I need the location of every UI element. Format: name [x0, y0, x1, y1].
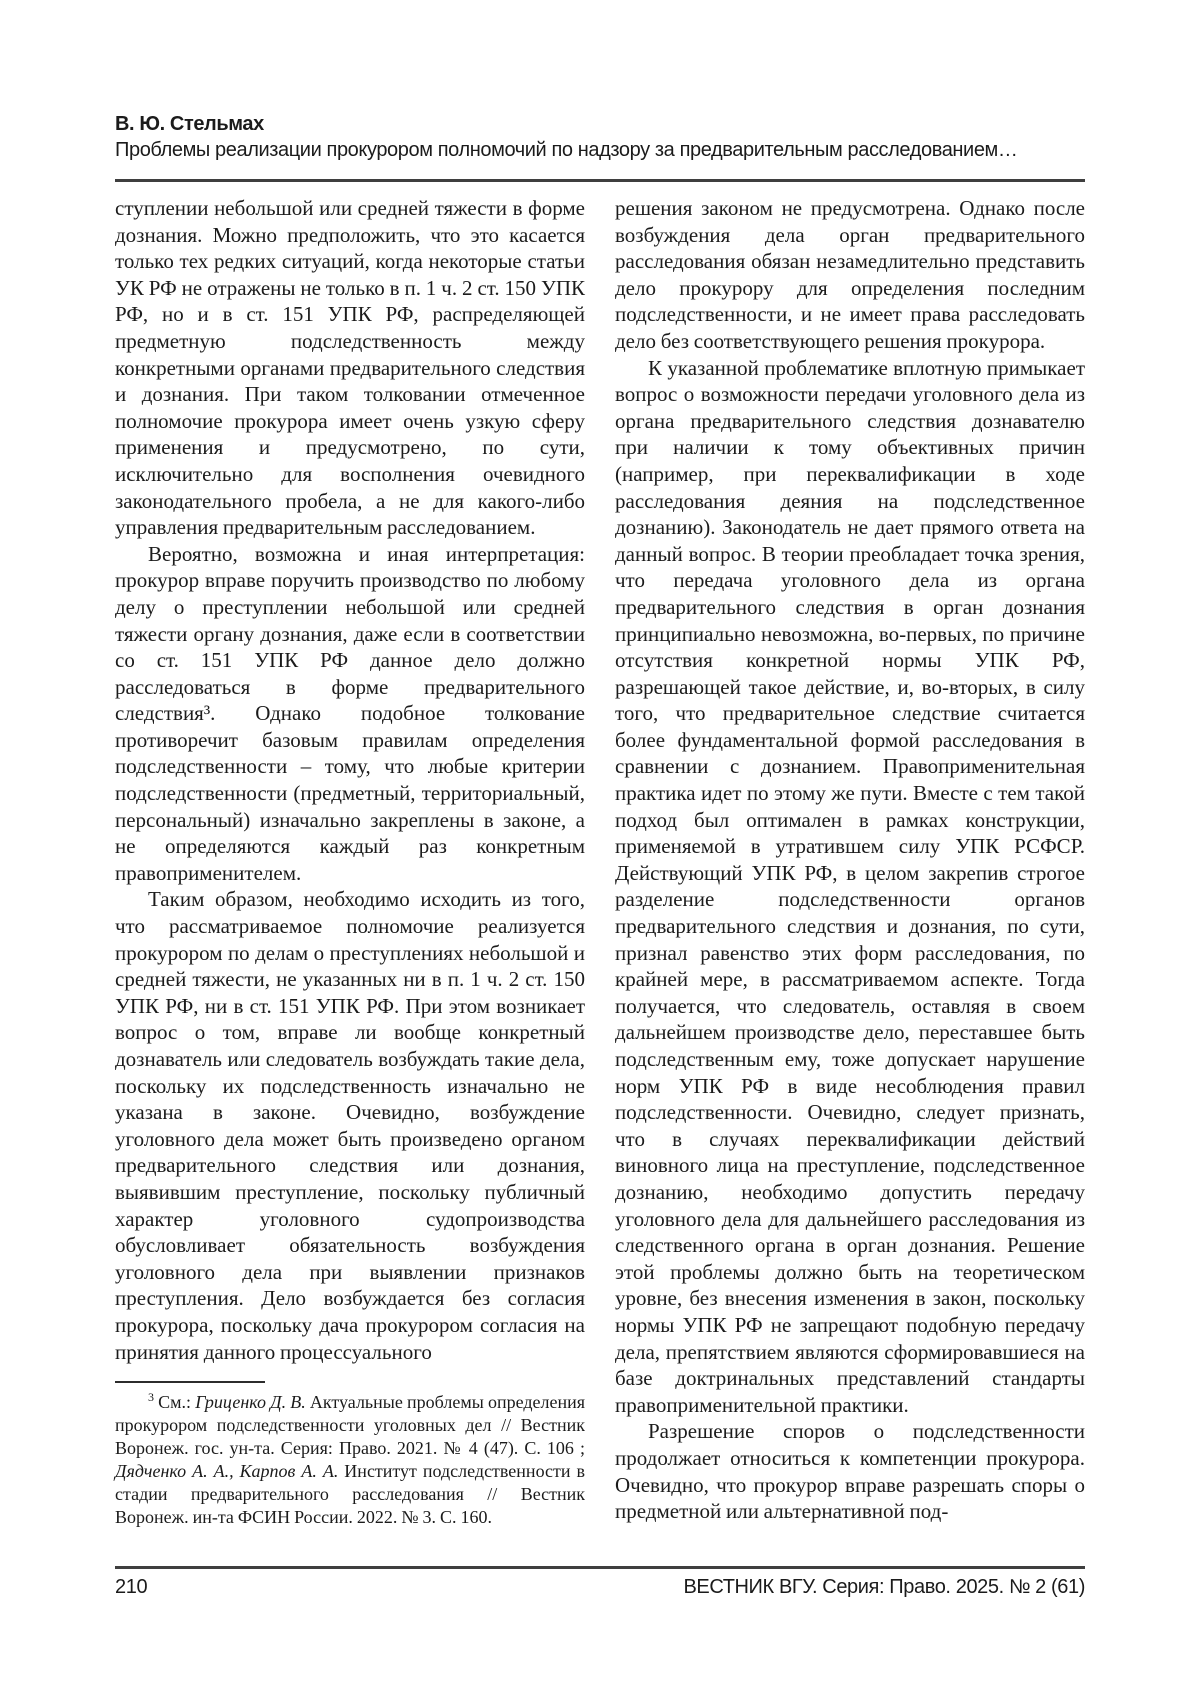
- journal-reference: ВЕСТНИК ВГУ. Серия: Право. 2025. № 2 (61): [683, 1576, 1085, 1598]
- footnote-separator: [115, 1381, 265, 1383]
- footer-row: [115, 1576, 1085, 1599]
- footnote-marker: 3: [148, 1390, 154, 1405]
- paragraph: К указанной проблематике вплотную примыкает вопрос о возможности передачи уголовного дела из органа предварительного следствия дознавателю при наличии к тому объективных причин (например, при переквалификации в ходе расследования деяния на подследственное дознанию). Законодатель не дает прямого ответа на данный вопрос. В теории преобладает точка зрения, что передача уголовного дела из органа предварительного следствия в орган дознания принципиально невозможна, во-первых, по причине отсутствия конкретной нормы УПК РФ, разрешающей такое действие, и, во-вторых, в силу того, что предварительное следствие считается более фундаментальной формой расследования в сравнении с дознанием. Правоприменительная практика идет по этому же пути. Вместе с тем такой подход был оптимален в рамках конструкции, применяемой в утратившем силу УПК РСФСР. Действующий УПК РФ, в целом закрепив строгое разделение подследственности органов предварительного следствия и дознания, по сути, признал равенство этих форм расследования, по крайней мере, в рассматриваемом аспекте. Тогда получается, что следователь, оставляя в своем дальнейшем производстве дело, переставшее быть подследственным ему, тоже допускает нарушение норм УПК РФ в виде несоблюдения правил подследственности. Очевидно, следует признать, что в случаях переквалификации действий виновного лица на преступление, подследственное дознанию, необходимо допустить передачу уголовного дела для дальнейшего расследования из следственного органа в орган дознания. Решение этой проблемы должно быть на теоретическом уровне, без внесения изменения в закон, поскольку нормы УПК РФ не запрещают подобную передачу дела, препятствием являются сформировавшиеся на базе доктринальных представлений стандарты правоприменительной практики.: [615, 355, 1085, 1417]
- page-footer: [115, 1566, 1085, 1599]
- running-head: [115, 112, 1085, 164]
- footnote-segment: Институт подследственности в стадии предварительного расследования // Вестник Воронеж. ин-та ФСИН России. 2022. № 3. С. 160.: [115, 1461, 585, 1528]
- paragraph: Разрешение споров о подследственности продолжает относиться к компетенции прокурора. Очевидно, что прокурор вправе разрешать споры о предметной или альтернативной под-: [615, 1419, 1085, 1524]
- footnote-segment: См.:: [154, 1392, 196, 1413]
- footnote-segment-author: Дядченко А. А., Карпов А. А.: [115, 1461, 339, 1482]
- text-columns: [115, 195, 1085, 1529]
- paragraph: ступлении небольшой или средней тяжести в форме дознания. Можно предположить, что это касается только тех редких ситуаций, когда некоторые статьи УК РФ не отражены не только в п. 1 ч. 2 ст. 150 УПК РФ, но и в ст. 151 УПК РФ, распределяющей предметную подследственность между конкретными органами предварительного следствия и дознания. При таком толковании отмеченное полномочие прокурора имеет очень узкую сферу применения и предусмотрено, по сути, исключительно для восполнения очевидного законодательного пробела, а не для какого-либо управления предварительным расследованием.: [115, 196, 585, 540]
- footer-rule: [115, 1566, 1085, 1569]
- left-column: [115, 195, 585, 1529]
- header-rule: [115, 179, 1085, 182]
- page-number: 210: [115, 1576, 148, 1598]
- footnote: [115, 1381, 585, 1529]
- footnote-segment: Актуальные проблемы определения прокурором подследственности уголовных дел // Вестник Воронеж. гос. ун-та. Серия: Право. 2021. № 4 (47). С. 106 ;: [115, 1392, 585, 1459]
- footnote-text: [115, 1391, 585, 1529]
- article-title: Проблемы реализации прокурором полномочий по надзору за предварительным расследованием…: [115, 139, 1018, 161]
- author-name: В. Ю. Стельмах: [115, 113, 264, 135]
- right-column: [615, 195, 1085, 1529]
- paragraph: решения законом не предусмотрена. Однако после возбуждения дела орган предварительного расследования обязан незамедлительно представить дело прокурору для определения последним подследственности, и не имеет права расследовать дело без соответствующего решения прокурора.: [615, 196, 1085, 353]
- paragraph: Таким образом, необходимо исходить из того, что рассматриваемое полномочие реализуется прокурором по делам о преступлениях небольшой и средней тяжести, не указанных ни в п. 1 ч. 2 ст. 150 УПК РФ, ни в ст. 151 УПК РФ. При этом возникает вопрос о том, вправе ли вообще конкретный дознаватель или следователь возбуждать такие дела, поскольку их подследственность изначально не указана в законе. Очевидно, возбуждение уголовного дела может быть произведено органом предварительного следствия или дознания, выявившим преступление, поскольку публичный характер уголовного судопроизводства обусловливает обязательность возбуждения уголовного дела при выявлении признаков преступления. Дело возбуждается без согласия прокурора, поскольку дача прокурором согласия на принятия данного процессуального: [115, 887, 585, 1364]
- footnote-segment-author: Гриценко Д. В.: [195, 1392, 306, 1413]
- paragraph: Вероятно, возможна и иная интерпретация: прокурор вправе поручить производство по любому делу о преступлении небольшой или средней тяжести органу дознания, даже если в соответствии со ст. 151 УПК РФ данное дело должно расследоваться в форме предварительного следствия³. Однако подобное толкование противоречит базовым правилам определения подследственности – тому, что любые критерии подследственности (предметный, территориальный, персональный) изначально закреплены в законе, а не определяются каждый раз конкретным правоприменителем.: [115, 541, 585, 885]
